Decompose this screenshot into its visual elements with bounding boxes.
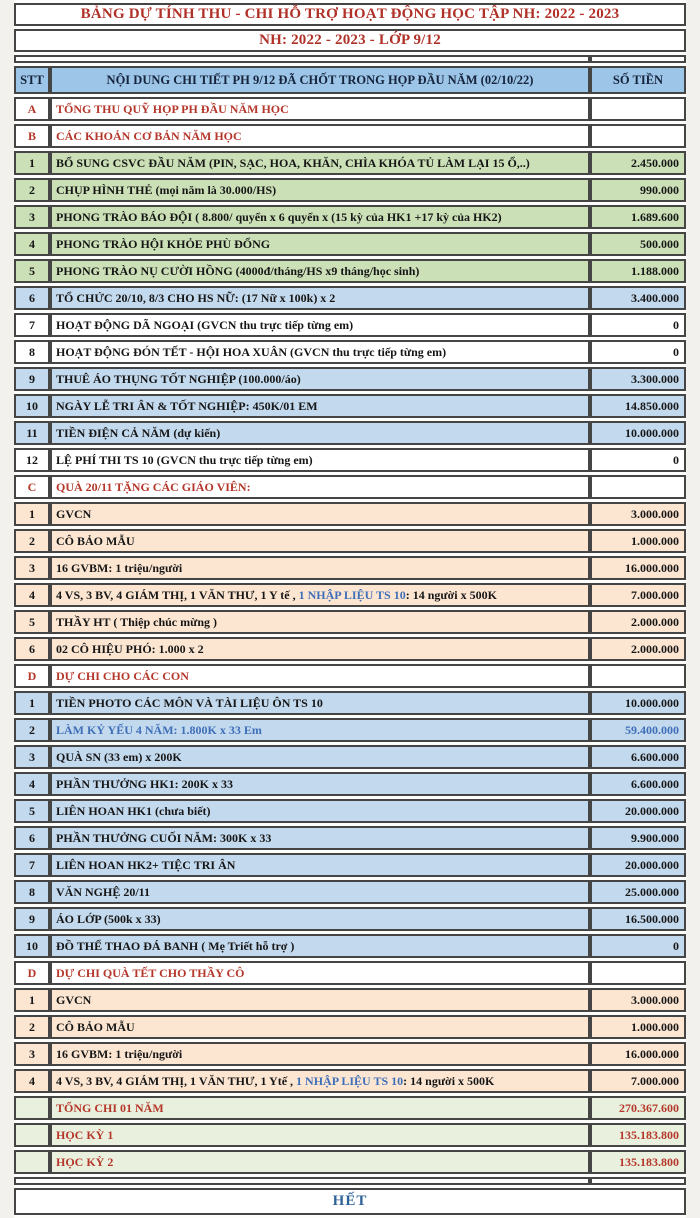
row-amount-cell: 9.900.000 [590,826,686,850]
row-index-cell: 2 [14,529,50,553]
row-content-cell [50,97,590,121]
row-text: LỆ PHÍ THI TS 10 (GVCN thu trực tiếp từng em) [56,452,313,467]
row-text: DỰ CHI QUÀ TẾT CHO THẦY CÔ [56,965,245,980]
row-content-cell [50,826,590,850]
table-row [14,1015,686,1039]
row-content-cell [50,745,590,769]
row-amount-cell: 3.400.000 [590,286,686,310]
table-row [14,637,686,661]
row-index-cell: 9 [14,367,50,391]
row-text: PHONG TRÀO HỘI KHỎE PHÙ ĐỔNG [56,236,271,251]
row-content-cell [50,853,590,877]
table-row [14,313,686,337]
row-amount-cell: 0 [590,448,686,472]
spacer-cell [590,1177,686,1185]
table-row [14,259,686,283]
table-row [14,556,686,580]
table-row [14,1150,686,1174]
row-index-cell: 3 [14,1042,50,1066]
row-index-cell: D [14,664,50,688]
row-text: BỔ SUNG CSVC ĐẦU NĂM (PIN, SẠC, HOA, KHĂN, CHÌA KHÓA TỦ LÀM LẠI 15 Ổ,..) [56,155,530,170]
row-index-cell: 4 [14,772,50,796]
table-row [14,475,686,499]
row-amount-cell: 20.000.000 [590,799,686,823]
table-row [14,1096,686,1120]
row-content-cell [50,394,590,418]
table-row [14,1123,686,1147]
col-header-amount: SỐ TIỀN [590,66,686,94]
table-row [14,988,686,1012]
spacer-row [14,1177,686,1185]
row-index-cell: 10 [14,934,50,958]
row-index-cell: C [14,475,50,499]
row-index-cell: 6 [14,286,50,310]
row-text: NGÀY LỄ TRI ÂN & TỐT NGHIỆP: 450K/01 EM [56,398,318,413]
row-amount-cell: 500.000 [590,232,686,256]
row-index-cell: 4 [14,1069,50,1093]
row-content-cell [50,772,590,796]
row-amount-cell: 10.000.000 [590,421,686,445]
row-amount-cell [590,475,686,499]
row-index-cell: 4 [14,232,50,256]
row-text: CÁC KHOẢN CƠ BẢN NĂM HỌC [56,128,242,143]
row-index-cell: 1 [14,691,50,715]
row-content-cell [50,1150,590,1174]
row-amount-cell: 270.367.600 [590,1096,686,1120]
row-amount-cell: 2.000.000 [590,637,686,661]
row-index-cell [14,1123,50,1147]
row-text-highlight: 1 NHẬP LIỆU TS 10 [298,587,406,602]
row-amount-cell: 25.000.000 [590,880,686,904]
row-amount-cell: 16.500.000 [590,907,686,931]
row-text: CHỤP HÌNH THẺ (mọi năm là 30.000/HS) [56,182,277,197]
table-row [14,772,686,796]
row-text: THẦY HT ( Thiệp chúc mừng ) [56,614,218,629]
row-amount-cell [590,124,686,148]
row-amount-cell: 3.000.000 [590,502,686,526]
row-index-cell [14,1150,50,1174]
row-content-cell [50,637,590,661]
row-amount-cell: 6.600.000 [590,772,686,796]
row-amount-cell: 0 [590,340,686,364]
row-text: PHONG TRÀO NỤ CƯỜI HỒNG (4000đ/tháng/HS x9 tháng/học sinh) [56,263,420,278]
row-content-cell [50,1069,590,1093]
row-text: HOẠT ĐỘNG ĐÓN TẾT - HỘI HOA XUÂN (GVCN thu trực tiếp từng em) [56,344,447,359]
row-text: DỰ CHI CHO CÁC CON [56,668,189,683]
row-text: 4 VS, 3 BV, 4 GIÁM THỊ, 1 VĂN THƯ, 1 Ytế , [56,1073,297,1088]
row-content-cell [50,961,590,985]
row-text: 02 CÔ HIỆU PHÓ: 1.000 x 2 [56,641,204,656]
row-content-cell [50,1123,590,1147]
table-row [14,880,686,904]
row-index-cell: 6 [14,826,50,850]
row-text: CÔ BẢO MẪU [56,533,135,548]
row-index-cell: 5 [14,610,50,634]
row-content-cell [50,799,590,823]
row-index-cell: 1 [14,502,50,526]
table-body [14,97,686,1174]
row-content-cell [50,583,590,607]
row-amount-cell [590,961,686,985]
row-amount-cell: 7.000.000 [590,1069,686,1093]
row-content-cell [50,151,590,175]
col-header-content: NỘI DUNG CHI TIẾT PH 9/12 ĐÃ CHỐT TRONG HỌP ĐẦU NĂM (02/10/22) [50,66,590,94]
column-header-row [14,66,686,94]
row-content-cell [50,988,590,1012]
table-row [14,286,686,310]
row-content-cell [50,1096,590,1120]
table-foot-section [14,1177,686,1215]
row-amount-cell: 1.000.000 [590,529,686,553]
row-amount-cell: 2.000.000 [590,610,686,634]
row-content-cell [50,232,590,256]
table-row [14,502,686,526]
row-amount-cell: 59.400.000 [590,718,686,742]
row-index-cell: 7 [14,853,50,877]
row-content-cell [50,124,590,148]
row-text: 16 GVBM: 1 triệu/người [56,560,183,575]
row-content-cell [50,205,590,229]
row-text: GVCN [56,506,92,521]
row-index-cell: 3 [14,745,50,769]
spacer-cell [590,55,686,63]
row-index-cell: 7 [14,313,50,337]
row-amount-cell: 6.600.000 [590,745,686,769]
row-index-cell: 5 [14,799,50,823]
row-text: PHONG TRÀO BÁO ĐỘI ( 8.800/ quyển x 6 quyển x (15 kỳ của HK1 +17 kỳ của HK2) [56,209,502,224]
table-row [14,1042,686,1066]
row-content-cell [50,1042,590,1066]
table-row [14,1069,686,1093]
title-row-2 [14,29,686,52]
row-amount-cell: 135.183.800 [590,1123,686,1147]
row-content-cell [50,529,590,553]
title-row-1 [14,3,686,26]
row-amount-cell: 10.000.000 [590,691,686,715]
row-content-cell [50,448,590,472]
table-row [14,664,686,688]
row-text: LIÊN HOAN HK2+ TIỆC TRI ÂN [56,857,236,872]
row-text: TIỀN ĐIỆN CẢ NĂM (dự kiến) [56,425,221,440]
table-row [14,97,686,121]
table-row [14,178,686,202]
row-index-cell: 2 [14,178,50,202]
table-row [14,745,686,769]
row-content-cell [50,691,590,715]
row-text: HỌC KỲ 2 [56,1154,114,1169]
row-content-cell [50,178,590,202]
row-amount-cell: 1.689.600 [590,205,686,229]
row-amount-cell: 14.850.000 [590,394,686,418]
row-content-cell [50,664,590,688]
row-index-cell: 8 [14,880,50,904]
spacer-row [14,55,686,63]
table-head-section [14,3,686,94]
row-index-cell: 3 [14,205,50,229]
table-row [14,826,686,850]
row-text: ÁO LỚP (500k x 33) [56,911,161,926]
row-content-cell [50,475,590,499]
table-row [14,583,686,607]
row-index-cell: 10 [14,394,50,418]
spacer-cell [14,55,590,63]
row-text: PHẦN THƯỞNG CUỐI NĂM: 300K x 33 [56,830,272,845]
row-amount-cell: 16.000.000 [590,556,686,580]
row-amount-cell: 0 [590,934,686,958]
table-row [14,421,686,445]
row-content-cell [50,907,590,931]
row-content-cell [50,934,590,958]
row-amount-cell: 16.000.000 [590,1042,686,1066]
row-text: TIỀN PHOTO CÁC MÔN VÀ TÀI LIỆU ÔN TS 10 [56,695,323,710]
row-amount-cell: 3.300.000 [590,367,686,391]
row-amount-cell [590,664,686,688]
row-amount-cell: 1.000.000 [590,1015,686,1039]
row-text: HỌC KỲ 1 [56,1127,114,1142]
row-content-cell [50,1015,590,1039]
row-index-cell: D [14,961,50,985]
row-text: GVCN [56,992,92,1007]
table-row [14,934,686,958]
table-row [14,448,686,472]
row-index-cell: 1 [14,988,50,1012]
row-amount-cell: 20.000.000 [590,853,686,877]
col-header-stt: STT [14,66,50,94]
row-amount-cell: 0 [590,313,686,337]
row-text: 16 GVBM: 1 triệu/người [56,1046,183,1061]
row-text: TỔ CHỨC 20/10, 8/3 CHO HS NỮ: (17 Nữ x 100k) x 2 [56,290,336,305]
table-row [14,907,686,931]
row-index-cell: 2 [14,718,50,742]
row-text-tail: : 14 người x 500K [403,1073,495,1088]
row-index-cell: 5 [14,259,50,283]
row-index-cell [14,1096,50,1120]
table-row [14,718,686,742]
table-row [14,610,686,634]
table-row [14,799,686,823]
row-text: TỔNG THU QUỸ HỌP PH ĐẦU NĂM HỌC [56,101,289,116]
row-text: QUÀ SN (33 em) x 200K [56,749,182,764]
row-content-cell [50,610,590,634]
budget-table [14,0,686,1218]
table-row [14,961,686,985]
row-amount-cell: 1.188.000 [590,259,686,283]
table-row [14,205,686,229]
row-index-cell: A [14,97,50,121]
row-text: LIÊN HOAN HK1 (chưa biết) [56,803,211,818]
footer-row [14,1188,686,1215]
row-amount-cell: 990.000 [590,178,686,202]
row-index-cell: 12 [14,448,50,472]
table-row [14,691,686,715]
table-row [14,529,686,553]
page-title: BẢNG DỰ TÍNH THU - CHI HỖ TRỢ HOẠT ĐỘNG HỌC TẬP NH: 2022 - 2023 [14,3,686,26]
row-amount-cell: 2.450.000 [590,151,686,175]
row-index-cell: 8 [14,340,50,364]
footer-het: HẾT [14,1188,686,1215]
row-content-cell [50,880,590,904]
row-index-cell: 11 [14,421,50,445]
row-text: HOẠT ĐỘNG DÃ NGOẠI (GVCN thu trực tiếp từng em) [56,317,354,332]
row-index-cell: 3 [14,556,50,580]
row-amount-cell: 3.000.000 [590,988,686,1012]
table-row [14,232,686,256]
row-text: PHẦN THƯỞNG HK1: 200K x 33 [56,776,233,791]
row-content-cell [50,286,590,310]
row-text: LÀM KỶ YẾU 4 NĂM: 1.800K x 33 Em [56,722,262,737]
table-row [14,394,686,418]
row-text: ĐỒ THỂ THAO ĐÁ BANH ( Mẹ Triết hỗ trợ ) [56,938,295,953]
table-row [14,367,686,391]
row-amount-cell: 135.183.800 [590,1150,686,1174]
row-text: 4 VS, 3 BV, 4 GIÁM THỊ, 1 VĂN THƯ, 1 Y tế , [56,587,299,602]
row-index-cell: 9 [14,907,50,931]
row-content-cell [50,313,590,337]
row-content-cell [50,502,590,526]
table-row [14,151,686,175]
row-index-cell: 1 [14,151,50,175]
row-index-cell: 6 [14,637,50,661]
row-text-tail: : 14 người x 500K [405,587,497,602]
row-content-cell [50,556,590,580]
spacer-cell [14,1177,590,1185]
row-amount-cell: 7.000.000 [590,583,686,607]
row-index-cell: B [14,124,50,148]
row-text: TỔNG CHI 01 NĂM [56,1100,164,1115]
row-index-cell: 4 [14,583,50,607]
row-amount-cell [590,97,686,121]
row-text: QUÀ 20/11 TẶNG CÁC GIÁO VIÊN: [56,479,251,494]
row-text: CÔ BẢO MẪU [56,1019,135,1034]
row-text: THUÊ ÁO THỤNG TỐT NGHIỆP (100.000/áo) [56,371,301,386]
row-content-cell [50,340,590,364]
page-subtitle: NH: 2022 - 2023 - LỚP 9/12 [14,29,686,52]
row-index-cell: 2 [14,1015,50,1039]
row-content-cell [50,421,590,445]
row-text-highlight: 1 NHẬP LIỆU TS 10 [296,1073,404,1088]
row-content-cell [50,367,590,391]
table-row [14,340,686,364]
table-row [14,853,686,877]
row-content-cell [50,259,590,283]
row-text: VĂN NGHỆ 20/11 [56,884,151,899]
table-row [14,124,686,148]
row-content-cell [50,718,590,742]
